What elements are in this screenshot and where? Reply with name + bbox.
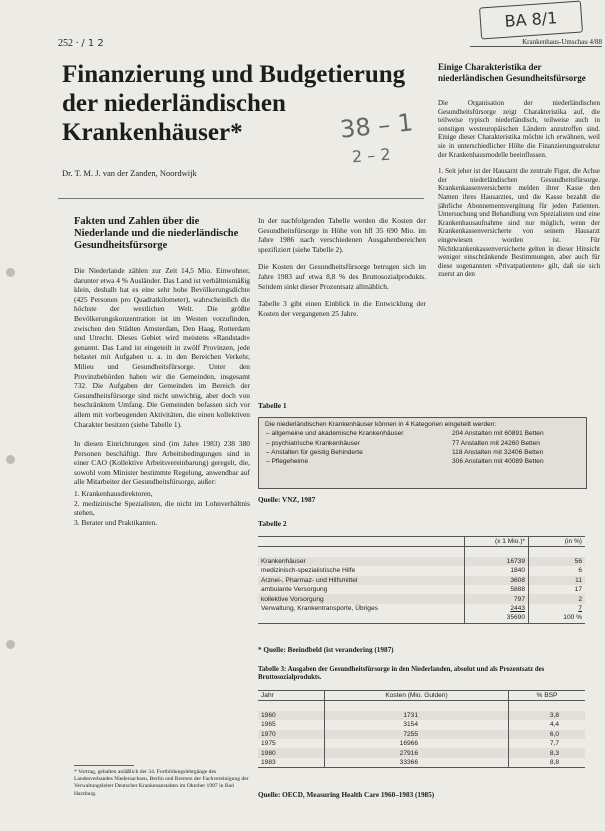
paragraph: In diesen Einrichtungen sind (im Jahre 1983) 238 380 Personen beschäftigt. Ihre Arbeitsbedingungen sind in einer CAO (Kollektive Arbeitsvereinbarung) geregelt, die, sowohl vom Minister bestimmte Regelung, anwendbar auf alle Mitarbeiter der Gesundheitsfürsorge, außer: <box>74 439 250 487</box>
paragraph: In der nachfolgenden Tabelle werden die Kosten der Gesundheitsfürsorge in Höhe von hfl 35 690 Mio. im Jahre 1986 nach verschiedenen Ausgabenbereichen spezifiziert (siehe Tabelle 2). <box>258 216 426 254</box>
table-3 <box>258 690 585 768</box>
footnote: * Vortrag, gehalten anläßlich der 34. Fortbildungslehrgänge des Landesverbandes Niedersachsen, Berlin und Bremen der Fachvereinigung der Verwaltungsleiter Deutscher Krankenanstalten im Oktober 1987 in Bad Harzburg. <box>74 769 249 797</box>
footnote-rule <box>74 765 134 766</box>
section-heading-facts: Fakten und Zahlen über die Niederlande und die niederländische Gesundheitsfürsorge <box>74 216 239 251</box>
table-row: medizinisch-spezialistische Hilfe 1840 6 <box>258 566 585 575</box>
table-3-grid <box>258 690 585 768</box>
table-row: 1965 3154 4,4 <box>258 720 585 729</box>
table-row: Krankenhäuser 16739 56 <box>258 557 585 566</box>
table-header-row: (x 1 Mio.)* (in %) <box>258 537 585 547</box>
table-row: Arznei-, Pharmaz- und Hilfsmittel 3608 11 <box>258 576 585 585</box>
table-1-label: Tabelle 1 <box>258 401 287 410</box>
table-row: – Anstalten für geistig Behinderte 118 Anstalten mit 32406 Betten <box>266 448 544 456</box>
article-title: Finanzierung und Budgetierung der niederländischen Krankenhäuser* <box>62 61 406 146</box>
table-row: ambulante Versorgung 5888 17 <box>258 585 585 594</box>
table-row: 1970 7255 6,0 <box>258 730 585 739</box>
table-3-caption: Tabelle 3: Ausgaben der Gesundheitsfürsorge in den Niederlanden, absolut und als Prozentsatz des Bruttosozialprodukts. <box>258 666 545 682</box>
column-3 <box>438 62 600 287</box>
page-number: 252 · / 1 2 <box>58 38 104 49</box>
journal-name: Krankenhaus-Umschau 4/88 <box>470 38 602 47</box>
list-item: 2. medizinische Spezialisten, die nicht im Lohnverhältnis stehen, <box>74 498 250 518</box>
table-1-grid <box>263 429 547 467</box>
list-item: 1. Krankenhausdirektoren, <box>74 489 153 499</box>
table-row: 1980 27916 8,3 <box>258 748 585 757</box>
paragraph: Die Kosten der Gesundheitsfürsorge betrugen sich im Jahre 1983 auf etwa 8,8 % des Bruttosozialprodukts. Seitdem sinkt dieser Prozentsatz allmählich. <box>258 262 426 291</box>
section-heading-characteristics: Einige Charakteristika der niederländischen Gesundheitsfürsorge <box>438 62 586 83</box>
table-3-source: Quelle: OECD, Measuring Health Care 1960–1983 (1985) <box>258 791 435 799</box>
table-row: – psychiatrische Krankenhäuser 77 Anstalten mit 24260 Betten <box>266 439 540 447</box>
table-row: 1960 1731 3,8 <box>258 711 585 720</box>
section-divider <box>58 198 424 199</box>
column-2 <box>258 216 426 326</box>
handwritten-note-2: 2 – 2 <box>351 144 392 167</box>
table-2-grid <box>258 536 585 624</box>
table-1-source: Quelle: VNZ, 1987 <box>258 496 316 504</box>
stamp: BA 8/1 <box>479 0 583 39</box>
table-header-row: Jahr Kosten (Mio. Gulden) % BSP <box>258 691 585 701</box>
table-1-caption: Die niederländischen Krankenhäuser können in 4 Kategorien eingeteilt werden: <box>265 421 497 428</box>
table-2-source: * Quelle: Beeindbeld (ist verandering (1987) <box>258 646 394 654</box>
table-row: – allgemeine und akademische Krankenhäuser 204 Anstalten mit 60891 Betten <box>266 430 544 438</box>
paragraph: Die Niederlande zählen zur Zeit 14,5 Mio. Einwohner, darunter etwa 4 % Ausländer. Das Land ist verhältnismäßig klein, deshalb hat es eine sehr hohe Bevölkerungsdichte (425 Personen pro Quadratkilometer), wahrscheinlich die höchste der westlichen Welt. Die größte Bevölkerungskonzentration ist im Westen vorzufinden, zwischen den Städten Amsterdam, Den Haag, Rotterdam und Utrecht. Dieses Gebiet wird meistens »Randstadt« genannt. Das Land ist eingeteilt in zwölf Provinzen, jede belastet mit Aufgaben u. a. in den Bereichen Verkehr, Milieu und Gesundheitsfürsorge. Unter den Provinzbehörden haben wir die Gemeinden, insgesamt 732. Die Aufgaben der Gemeinden im Bereich der Gesundheitsfürsorge sind nicht unwichtig, aber doch von beschränktem Umfang. Die Gemeinden befassen sich vor allem mit vorbeugenden Aktivitäten, die einen kollektiven Charakter besitzen (siehe Tabelle 1). <box>74 266 250 429</box>
paragraph: 1. Seit jeher ist der Hausarzt die zentrale Figur, die Achse der niederländischen Gesundheitsfürsorge. Krankenkassenversicherte melden ihrer Kasse den Namen ihres Hausarztes, und die Kasse bezahlt die jährliche Abonnementsvergütung für jeden Patienten. Untersuchung und Behandlung von Spezialisten und eine Krankenhausaufnahme sind nur möglich, wenn der Krankenkassenversicherte von seinem Hausarzt eingewiesen worden ist. Für Nichtkrankenkassenversicherte gelten in dieser Hinsicht weniger einschränkende Bestimmungen, aber auch für diese sogenannten »Privatpatienten« gilt, daß sie sich zuerst an den <box>438 167 600 279</box>
table-2-label: Tabelle 2 <box>258 519 287 528</box>
handwritten-page-number: / 1 2 <box>81 38 104 49</box>
punch-hole <box>6 268 15 277</box>
author: Dr. T. M. J. van der Zanden, Noordwijk <box>62 168 197 178</box>
table-2 <box>258 536 585 624</box>
table-row: – Pflegeheime 306 Anstalten mit 40089 Betten <box>266 458 544 466</box>
table-row: kollektive Vorsorgung 797 2 <box>258 594 585 603</box>
paragraph: Die Organisation der niederländischen Gesundheitsfürsorge zeigt Charakteristika auf, die teilweise typisch niederländisch, teilweise auch in sonstigen westeuropäischen Ländern anzutreffen sind. Einige dieser Charakteristika möchte ich erwähnen, weil sie in unterschiedlicher Höhe die Finanzierungsstruktur der Krankenhausmodelle beeinflussen. <box>438 99 600 159</box>
punch-hole <box>6 455 15 464</box>
punch-hole <box>6 640 15 649</box>
list <box>74 489 250 527</box>
table-total-row: 35690 100 % <box>258 613 585 623</box>
list-item: 3. Berater und Praktikanten. <box>74 517 158 527</box>
table-1 <box>258 417 587 489</box>
table-row: 1983 33366 8,8 <box>258 758 585 768</box>
paragraph: Tabelle 3 gibt einen Einblick in die Entwicklung der Kosten der vergangenen 25 Jahre. <box>258 299 426 318</box>
column-1 <box>74 216 250 527</box>
table-row: 1975 16966 7,7 <box>258 739 585 748</box>
table-row: Verwaltung, Krankentransporte, Übriges 2443 7 <box>258 604 585 613</box>
handwritten-note: 38 – 1 <box>338 108 415 144</box>
